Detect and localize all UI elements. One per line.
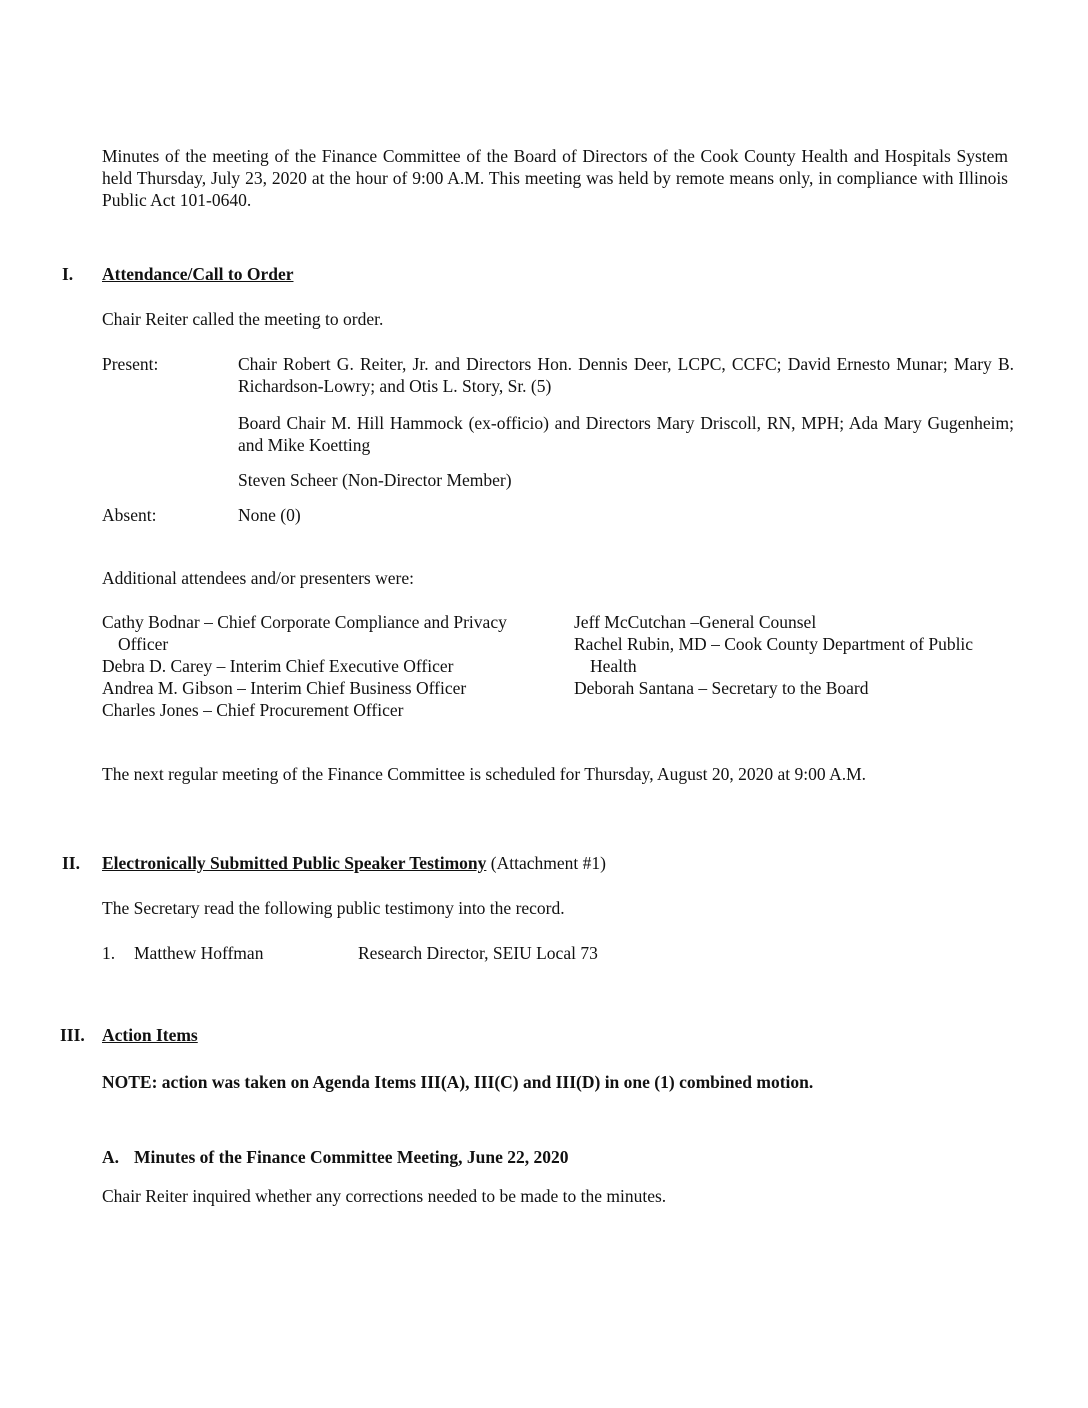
attendee: Rachel Rubin, MD – Cook County Department of Public Health [574, 634, 974, 676]
attendee: Jeff McCutchan –General Counsel [574, 612, 817, 632]
absent-label: Absent: [102, 505, 157, 525]
speaker-number: 1. [102, 943, 116, 963]
item-a-title: Minutes of the Finance Committee Meeting, June 22, 2020 [134, 1147, 569, 1167]
attendee: Deborah Santana – Secretary to the Board [574, 678, 869, 698]
present-ex-officio: Board Chair M. Hill Hammock (ex-officio) and Directors Mary Driscoll, RN, MPH; Ada Mary Gugenheim; and Mike Koetting [238, 413, 1014, 455]
section-1-number: I. [62, 264, 74, 284]
section-3-number: III. [60, 1025, 85, 1045]
attendee: Andrea M. Gibson – Interim Chief Business Officer [102, 678, 467, 698]
attendee: Charles Jones – Chief Procurement Officer [102, 700, 404, 720]
section-1-title: Attendance/Call to Order [102, 264, 294, 284]
present-label: Present: [102, 354, 159, 374]
section-2-heading [102, 852, 606, 874]
absent-value: None (0) [238, 505, 301, 525]
speaker-title: Research Director, SEIU Local 73 [358, 943, 598, 963]
attendee: Debra D. Carey – Interim Chief Executive Officer [102, 656, 454, 676]
item-a-text: Chair Reiter inquired whether any corrections needed to be made to the minutes. [102, 1186, 667, 1206]
action-note: NOTE: action was taken on Agenda Items III(A), III(C) and III(D) in one (1) combined motion. [102, 1072, 814, 1092]
section-3-title: Action Items [102, 1025, 198, 1045]
attachment-reference: (Attachment #1) [486, 853, 606, 873]
testimony-text: The Secretary read the following public testimony into the record. [102, 898, 565, 918]
item-a-letter: A. [102, 1147, 120, 1167]
attendee: Cathy Bodnar – Chief Corporate Compliance and Privacy Officer [102, 612, 507, 654]
next-meeting-text: The next regular meeting of the Finance Committee is scheduled for Thursday, August 20, 2020 at 9:00 A.M. [102, 764, 867, 784]
section-2-title: Electronically Submitted Public Speaker Testimony [102, 853, 487, 873]
intro-paragraph: Minutes of the meeting of the Finance Committee of the Board of Directors of the Cook County Health and Hospitals System held Thursday, July 23, 2020 at the hour of 9:00 A.M. This meeting was held by remote means only, in compliance with Illinois Public Act 101-0640. [102, 146, 1008, 210]
attendees-left-column [102, 611, 542, 721]
call-to-order-text: Chair Reiter called the meeting to order. [102, 309, 384, 329]
attendees-right-column [574, 611, 1014, 699]
present-non-director: Steven Scheer (Non-Director Member) [238, 470, 512, 490]
additional-attendees-heading: Additional attendees and/or presenters were: [102, 568, 414, 588]
section-2-number: II. [62, 853, 80, 873]
speaker-name: Matthew Hoffman [134, 943, 264, 963]
present-directors: Chair Robert G. Reiter, Jr. and Directors Hon. Dennis Deer, LCPC, CCFC; David Ernesto Munar; Mary B. Richardson-Lowry; and Otis L. Story, Sr. (5) [238, 354, 1014, 396]
